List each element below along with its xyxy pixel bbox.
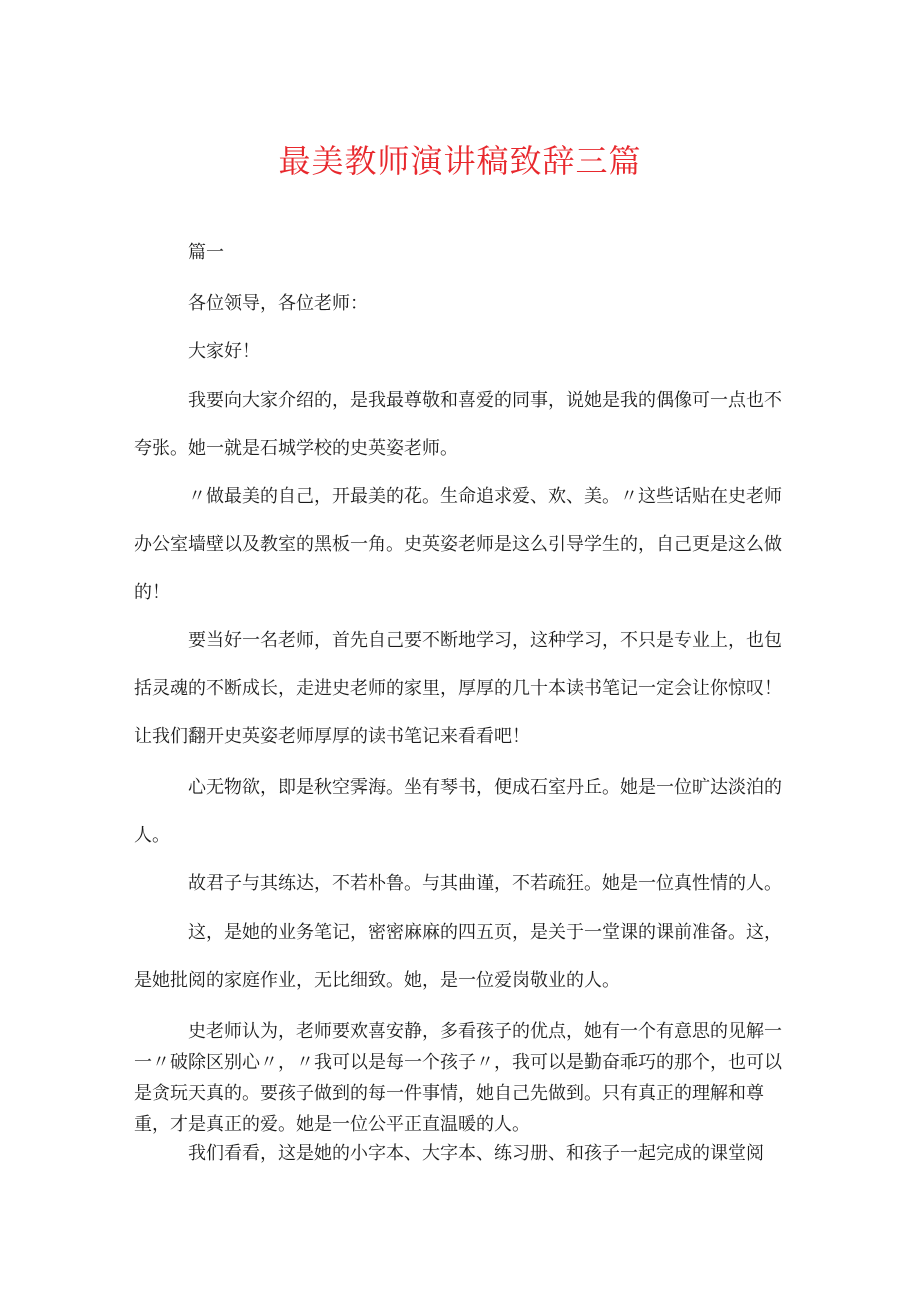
paragraph-quote-two: 故君子与其练达，不若朴鲁。与其曲谨，不若疏狂。她是一位真性情的人。 — [188, 873, 782, 894]
paragraph-workbooks: 我们看看，这是她的小字本、大字本、练习册、和孩子一起完成的课堂阅 — [188, 1143, 764, 1164]
paragraph-intro: 我要向大家介绍的，是我最尊敬和喜爱的同事，说她是我的偶像可一点也不夸张。她一就是石城学校的史英姿老师。 — [134, 390, 782, 459]
paragraph-salutation: 各位领导，各位老师： — [188, 293, 368, 314]
paragraph-quote-one: 心无物欲，即是秋空霁海。坐有琴书，便成石室丹丘。她是一位旷达淡泊的人。 — [134, 777, 782, 846]
paragraph-greeting: 大家好！ — [188, 341, 260, 362]
paragraph-section-heading: 篇一 — [188, 242, 224, 263]
paragraph-motto: 〃做最美的自己，开最美的花。生命追求爱、欢、美。〃这些话贴在史老师办公室墙壁以及教室的黑板一角。史英姿老师是这么引导学生的，自己更是这么做的！ — [134, 486, 782, 603]
paragraph-philosophy: 史老师认为，老师要欢喜安静，多看孩子的优点，她有一个有意思的见解一一〃破除区别心〃，〃我可以是每一个孩子〃，我可以是勤奋乖巧的那个，也可以是贪玩天真的。要孩子做到的每一件事情，她自己先做到。只有真正的理解和尊重，才是真正的爱。她是一位公平正直温暖的人。 — [134, 1021, 782, 1135]
paragraph-notes: 这，是她的业务笔记，密密麻麻的四五页，是关于一堂课的课前准备。这，是她批阅的家庭作业，无比细致。她，是一位爱岗敬业的人。 — [134, 922, 782, 991]
paragraph-learning: 要当好一名老师，首先自己要不断地学习，这种学习，不只是专业上，也包括灵魂的不断成长，走进史老师的家里，厚厚的几十本读书笔记一定会让你惊叹！让我们翻开史英姿老师厚厚的读书笔记来看看吧！ — [134, 630, 782, 747]
document-title: 最美教师演讲稿致辞三篇 — [278, 142, 642, 180]
